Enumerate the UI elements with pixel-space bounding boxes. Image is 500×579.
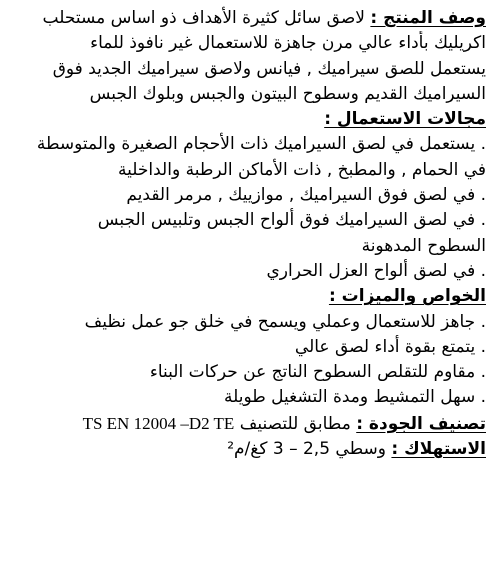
features-line: . سهل التمشيط ومدة التشغيل طويلة — [223, 387, 486, 408]
description-line-4: السيراميك القديم وسطوح البيتون والجبس وبلوك الجبس — [89, 83, 486, 104]
features-line: . جاهز للاستعمال وعملي ويسمح في خلق جو عمل نظيف — [84, 311, 486, 332]
consumption-label: الاستهلاك : — [391, 439, 486, 460]
quality-text: مطابق للتصنيف — [234, 413, 357, 434]
features-line: . مقاوم للتقلص السطوح الناتج عن حركات البناء — [149, 362, 486, 383]
quality-label: تصنيف الجودة : — [356, 413, 486, 434]
usage-line: . في لصق السيراميك فوق ألواح الجبس وتلبيس الجبس — [97, 210, 486, 231]
description-label: وصف المنتج : — [370, 8, 486, 28]
consumption-text: وسطي 2,5 – 3 كغ/م² — [227, 439, 392, 460]
description-line-3: يستعمل للصق سيراميك , فيانس ولاصق سيراميك الجديد فوق — [52, 58, 486, 79]
usage-line: . في لصق فوق السيراميك , موازييك , مرمر القديم — [126, 185, 486, 206]
features-heading: الخواص والميزات : — [328, 286, 486, 307]
features-line: . يتمتع بقوة أداء لصق عالي — [294, 336, 486, 357]
usage-line: السطوح المدهونة — [361, 235, 486, 256]
usage-heading: مجالات الاستعمال : — [324, 109, 486, 130]
usage-line: في الحمام , والمطبخ , ذات الأماكن الرطبة والداخلية — [118, 159, 486, 180]
description-text: لاصق سائل كثيرة الأهداف ذو اساس مستحلب — [42, 8, 371, 28]
quality-line — [8, 411, 486, 437]
description-line-1 — [8, 6, 486, 31]
description-line-2: اكريليك بأداء عالي مرن جاهزة للاستعمال غير نافوذ للماء — [90, 33, 486, 54]
usage-line: . في لصق ألواح العزل الحراري — [266, 260, 486, 281]
quality-standard: TS EN 12004 –D2 TE — [82, 413, 235, 433]
consumption-line — [8, 437, 486, 462]
usage-line: . يستعمل في لصق السيراميك ذات الأحجام الصغيرة والمتوسطة — [36, 134, 486, 155]
